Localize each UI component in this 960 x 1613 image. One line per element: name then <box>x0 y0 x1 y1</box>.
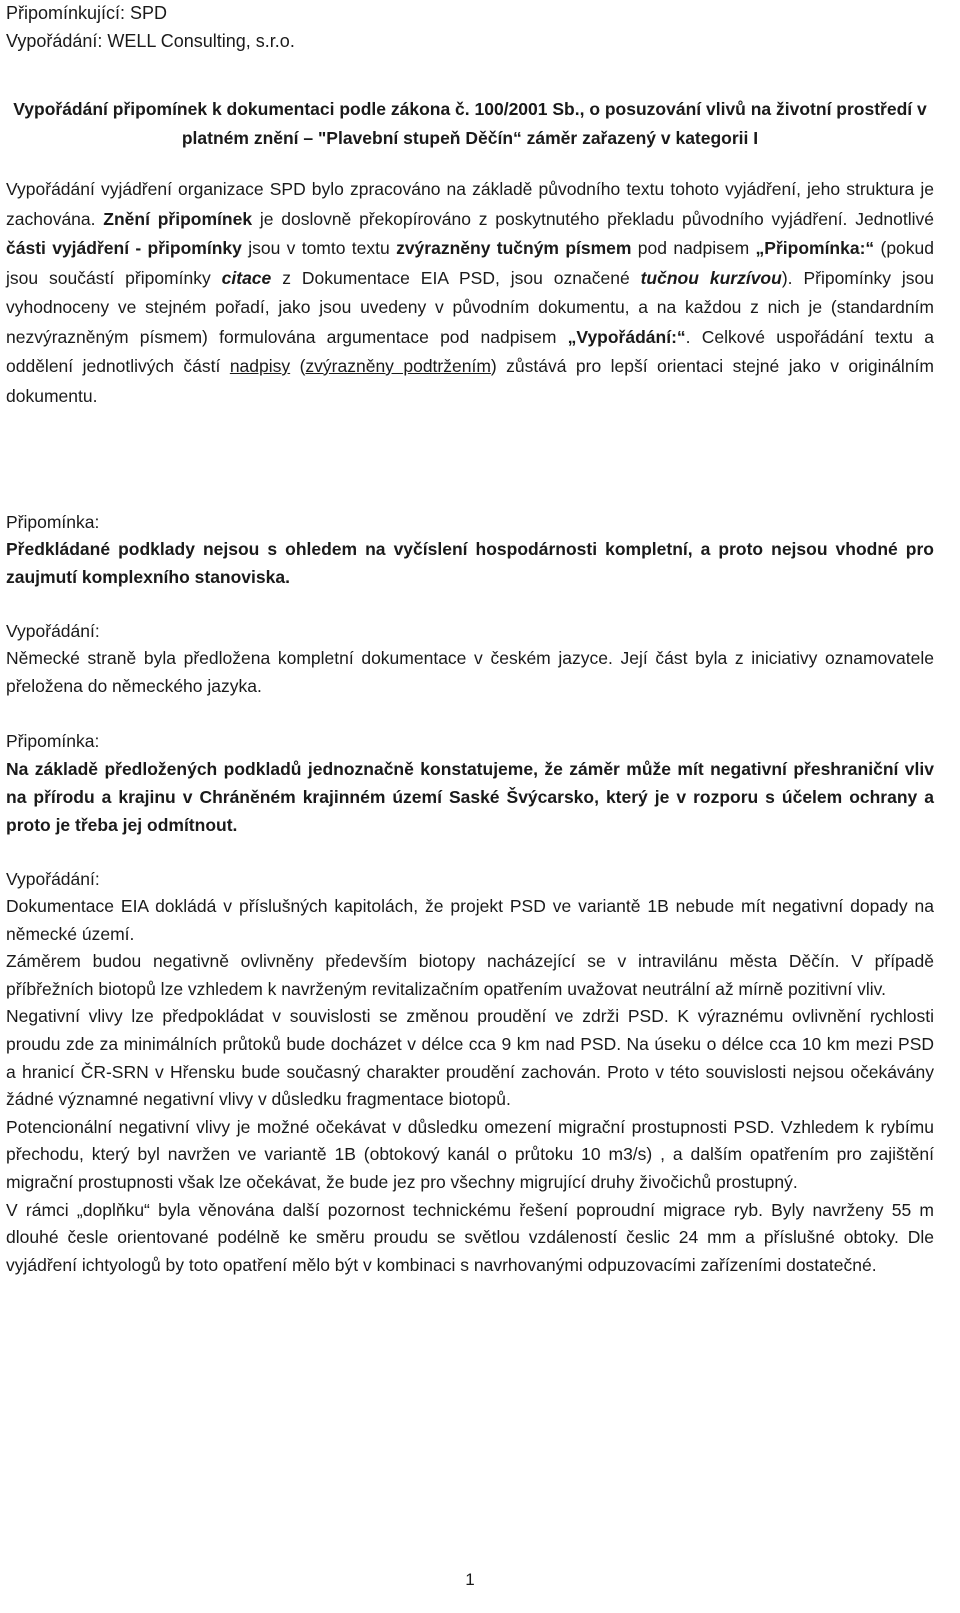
page-number: 1 <box>465 1570 475 1589</box>
intro-bold: Znění připomínek <box>103 208 253 229</box>
settlement-text: Německé straně byla předložena kompletní dokumentace v českém jazyce. Její část byla z iniciativy oznamovatele přeložena do německého jazyka. <box>6 648 934 696</box>
settlement-paragraph: Dokumentace EIA dokládá v příslušných kapitolách, že projekt PSD ve variantě 1B nebude mít negativní dopady na německé území. <box>6 896 934 944</box>
intro-text: je doslovně překopírováno z poskytnutého překladu původního vyjádření. Jednotlivé <box>252 208 934 229</box>
intro-text: jsou v tomto textu <box>241 238 397 258</box>
comment-section <box>6 509 934 591</box>
intro-bold: části vyjádření - připomínky <box>6 238 242 258</box>
intro-text: ). Připomínky jsou vyhodnoceny ve stejném pořadí, jako jsou uvedeny v původním dokumentu, a na každou z nich je (standardním nezvýrazněným písmem) formulována argumentace pod nadpisem <box>6 267 935 347</box>
intro-text: (pokud jsou součástí připomínky <box>6 238 935 288</box>
settlement-paragraph: Negativní vlivy lze předpokládat v souvislosti se změnou proudění ve zdrži PSD. K výraznému ovlivnění rychlosti proudu zde za minimálních průtoků bude docházet v délce cca 9 km nad PSD. Na úseku o délce cca 10 km mezi PSD a hranicí ČR-SRN v Hřensku bude současný charakter proudění zachován. Proto v této souvislosti nejsou očekávány žádné významné negativní vlivy v důsledku fragmentace biotopů. <box>6 1006 934 1110</box>
intro-text: ) zůstává pro lepší orientaci stejné jako v originálním dokumentu. <box>6 356 934 406</box>
intro-bold: zvýrazněny tučným písmem <box>396 238 632 258</box>
intro-text: pod nadpisem <box>631 238 756 258</box>
settlement-section <box>6 618 934 700</box>
comment-text: Na základě předložených podkladů jednoznačně konstatujeme, že záměr může mít negativní přeshraniční vliv na přírodu a krajinu v Chráněném krajinném území Saské Švýcarsko, který je v rozporu s účelem ochrany a proto je třeba jej odmítnout. <box>6 759 934 835</box>
intro-underlined: zvýrazněny podtržením <box>305 356 491 376</box>
document-title: Vypořádání připomínek k dokumentaci podle zákona č. 100/2001 Sb., o posuzování vlivů na životní prostředí v platném znění – "Plavební stupeň Děčín“ záměr zařazený v kategorii I <box>13 99 927 148</box>
settlement-paragraph: Potencionální negativní vlivy je možné očekávat v důsledku omezení migrační prostupnosti PSD. Vzhledem k rybímu přechodu, který byl navržen ve variantě 1B (obtokový kanál o průtoku 10 m3/s) , a dalším opatřením pro zajištění migrační prostupnosti však lze očekávat, že bude jez pro všechny migrující druhy živočichů prostupný. <box>6 1116 934 1192</box>
commenter-line: Připomínkující: SPD <box>6 3 168 23</box>
settlement-line: Vypořádání: WELL Consulting, s.r.o. <box>6 31 295 51</box>
intro-text: . Celkové uspořádání textu a oddělení jednotlivých částí <box>6 326 934 376</box>
intro-bold: „Připomínka:“ <box>755 238 875 258</box>
settlement-section <box>6 866 934 1279</box>
intro-bold: „Vypořádání:“ <box>567 326 686 347</box>
intro-text: ( <box>290 356 306 376</box>
intro-underlined: nadpisy <box>229 356 291 376</box>
settlement-paragraph: Záměrem budou negativně ovlivněny především biotopy nacházející se v intravilánu města Děčín. V případě příbřežních biotopů lze vzhledem k navrženým revitalizačním opatřením uvažovat neutrální až mírně pozitivní vliv. <box>6 951 934 999</box>
settlement-heading: Vypořádání: <box>6 621 100 641</box>
comment-heading: Připomínka: <box>6 731 100 751</box>
comment-section <box>6 728 934 839</box>
intro-bold-italic: citace <box>221 267 272 288</box>
comment-text: Předkládané podklady nejsou s ohledem na vyčíslení hospodárnosti kompletní, a proto nejsou vhodné pro zaujmutí komplexního stanoviska. <box>6 539 934 587</box>
intro-text: Vypořádání vyjádření organizace SPD bylo zpracováno na základě původního textu tohoto vyjádření, jeho struktura je zachována. <box>6 179 934 229</box>
intro-paragraph <box>6 175 934 411</box>
intro-bold-italic: tučnou kurzívou <box>640 267 782 288</box>
comment-heading: Připomínka: <box>6 512 100 532</box>
settlement-paragraph: V rámci „doplňku“ byla věnována další pozornost technickému řešení poproudní migrace ryb. Byly navrženy 55 m dlouhé česle orientované podélně ke směru proudu se světlou vzdáleností česlic 24 mm a příslušné obtoky. Dle vyjádření ichtyologů by toto opatření mělo být v kombinaci s navrhovanými odpuzovacími zařízeními dostatečné. <box>6 1199 934 1275</box>
settlement-heading: Vypořádání: <box>6 869 100 889</box>
intro-text: z Dokumentace EIA PSD, jsou označené <box>271 267 641 288</box>
